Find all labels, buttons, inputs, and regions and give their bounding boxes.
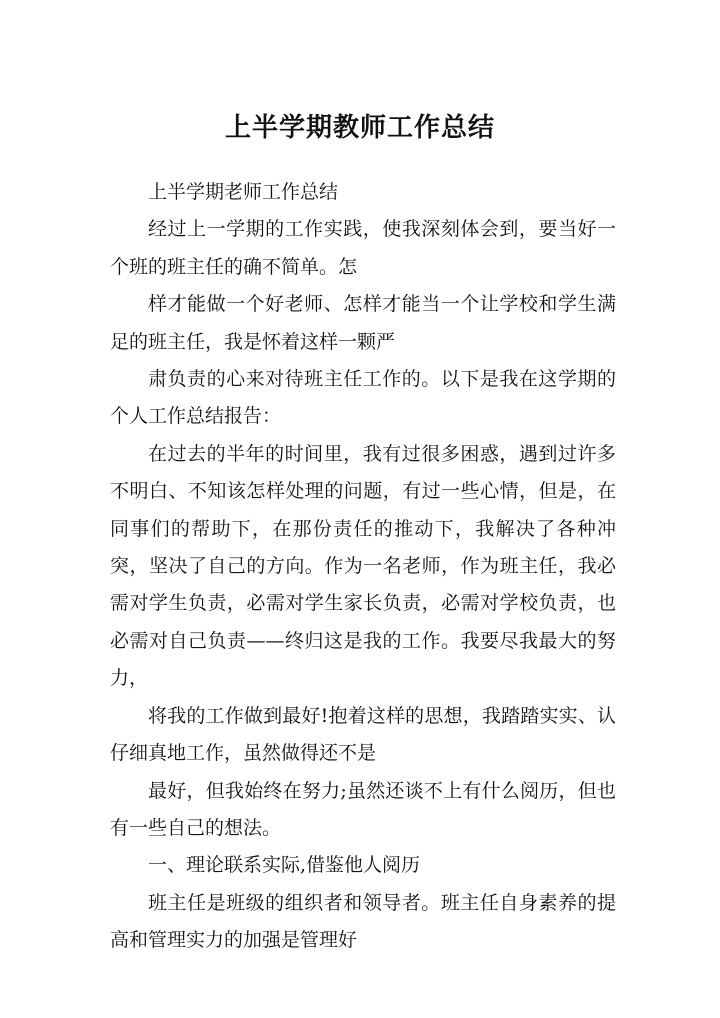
paragraph: 班主任是班级的组织者和领导者。班主任自身素养的提高和管理实力的加强是管理好 (110, 891, 616, 952)
section-heading: 一、理论联系实际,借鉴他人阅历 (148, 854, 421, 877)
paragraph: 最好，但我始终在努力;虽然还谈不上有什么阅历，但也有一些自己的想法。 (110, 779, 616, 839)
paragraph: 将我的工作做到最好!抱着这样的思想，我踏踏实实、认仔细真地工作，虽然做得还不是 (110, 704, 616, 765)
paragraph: 经过上一学期的工作实践，使我深刻体会到，要当好一个班的班主任的确不简单。怎 (110, 218, 616, 278)
paragraph: 在过去的半年的时间里，我有过很多困惑，遇到过许多不明白、不知该怎样处理的问题，有过一些心情，但是，在同事们的帮助下，在那份责任的推动下，我解决了各种冲突，坚决了自己的方向。作为一名老师，作为班主任，我必需对学生负责，必需对学生家长负责，必需对学校负责，也必需对自己负责——终归这是我的工作。我要尽我最大的努力， (110, 442, 616, 690)
paragraph-subtitle: 上半学期老师工作总结 (148, 181, 339, 203)
document-title: 上半学期教师工作总结 (224, 113, 495, 143)
paragraph: 样才能做一个好老师、怎样才能当一个让学校和学生满足的班主任，我是怀着这样一颗严 (110, 293, 616, 353)
document-body (110, 174, 616, 960)
paragraph: 肃负责的心来对待班主任工作的。以下是我在这学期的个人工作总结报告： (110, 368, 616, 428)
